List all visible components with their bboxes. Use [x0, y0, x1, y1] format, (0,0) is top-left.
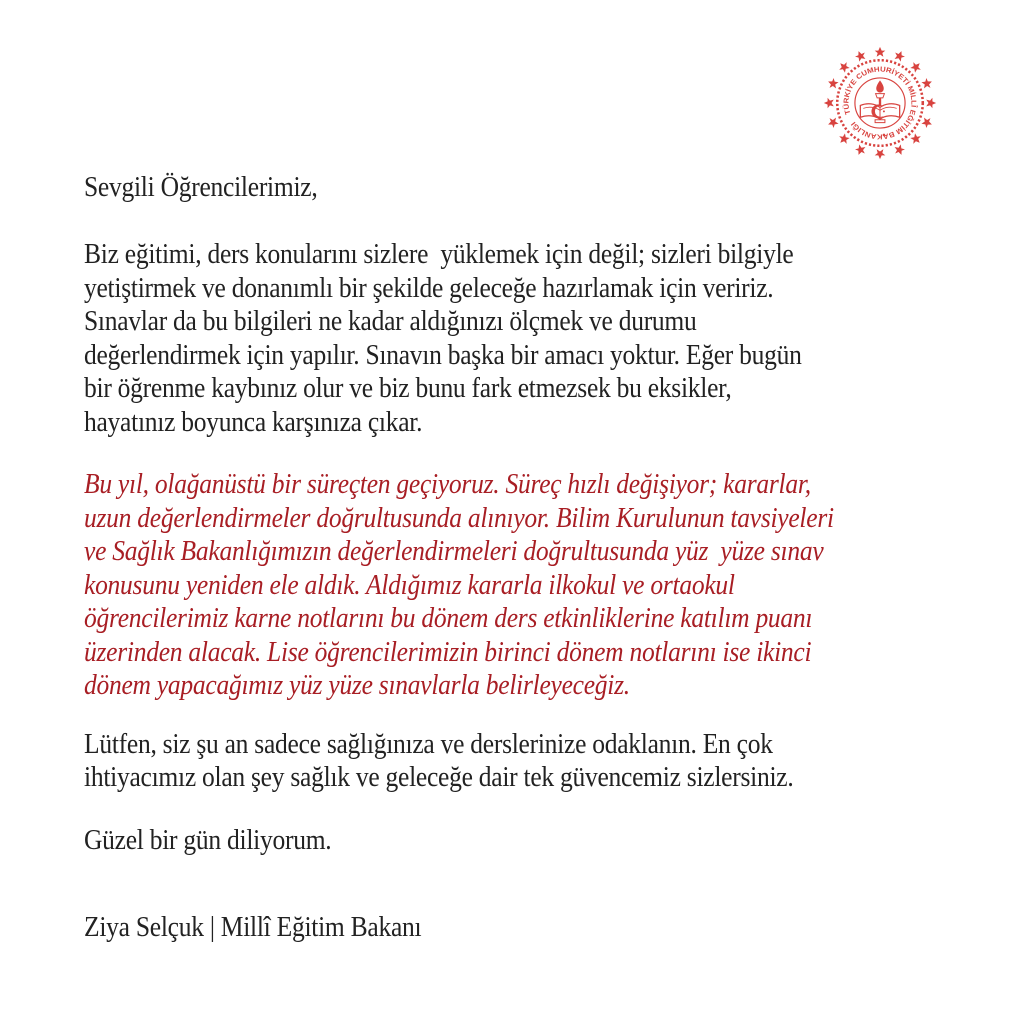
paragraph-intro	[84, 238, 1024, 439]
letter-line: hayatınız boyunca karşınıza çıkar.	[84, 405, 423, 438]
closing-line: Güzel bir gün diliyorum.	[84, 823, 332, 856]
ring-separator-dot	[883, 134, 886, 137]
letter-line: üzerinden alacak. Lise öğrencilerimizin birinci dönem notlarını ise ikinci	[84, 635, 812, 668]
paragraph-health	[84, 728, 1024, 795]
letter-body	[84, 170, 1024, 944]
letter-line: Biz eğitimi, ders konularını sizlere yüklemek için değil; sizleri bilgiyle	[84, 238, 794, 270]
letter-line: Lütfen, siz şu an sadece sağlığınıza ve derslerinize odaklanın. En çok	[84, 727, 773, 760]
letter-line: değerlendirmek için yapılır. Sınavın başka bir amacı yoktur. Eğer bugün	[84, 338, 802, 371]
letter-line: dönem yapacağımız yüz yüze sınavlarla belirleyeceğiz.	[84, 669, 630, 701]
torch-icon	[876, 80, 885, 106]
logo-ring-text: TÜRKİYE CUMHURİYETİ MİLLÎ EĞİTİM BAKANLIĞI	[842, 65, 918, 141]
greeting: Sevgili Öğrencilerimiz,	[84, 171, 318, 203]
letter-line: konusunu yeniden ele aldık. Aldığımız kararla ilkokul ve ortaokul	[84, 568, 735, 601]
letter-line: bir öğrenme kaybınız olur ve biz bunu fark etmezsek bu eksikler,	[84, 372, 732, 404]
meb-ministry-seal-logo	[821, 44, 939, 162]
letter-line: uzun değerlendirmeler doğrultusunda alınıyor. Bilim Kurulunun tavsiyeleri	[84, 501, 834, 534]
paragraph-emphasis-red	[84, 468, 1024, 703]
signature-line: Ziya Selçuk | Millî Eğitim Bakanı	[84, 910, 422, 943]
letter-line: Sınavlar da bu bilgileri ne kadar aldığınızı ölçmek ve durumu	[84, 305, 697, 337]
open-book-icon	[860, 104, 899, 123]
letter-line: yetiştirmek ve donanımlı bir şekilde geleceğe hazırlamak için veririz.	[84, 271, 774, 304]
letter-line: ve Sağlık Bakanlığımızın değerlendirmeleri doğrultusunda yüz yüze sınav	[84, 535, 824, 567]
letter-line: ihtiyacımız olan şey sağlık ve geleceğe dair tek güvencemiz sizlersiniz.	[84, 761, 794, 793]
letter-line: Bu yıl, olağanüstü bir süreçten geçiyoruz. Süreç hızlı değişiyor; kararlar,	[84, 468, 811, 500]
letter-line: öğrencilerimiz karne notlarını bu dönem ders etkinliklerine katılım puanı	[84, 602, 813, 634]
